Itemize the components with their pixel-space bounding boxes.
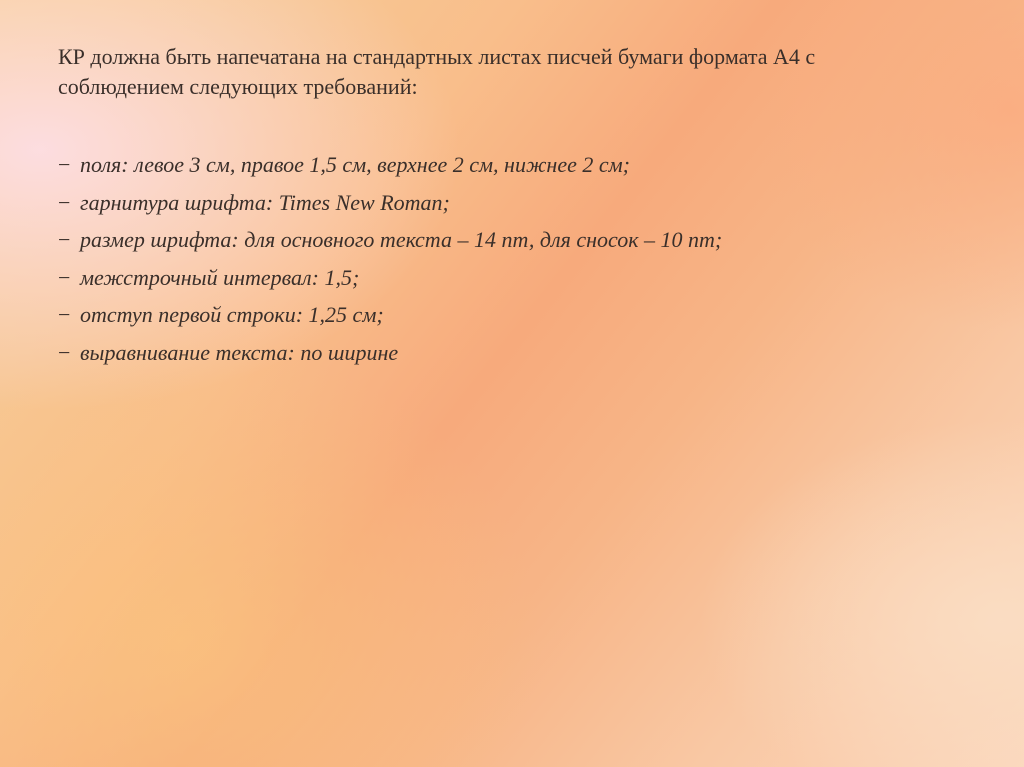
requirement-text: отступ первой строки: 1,25 см; bbox=[80, 302, 384, 327]
requirements-list bbox=[58, 146, 978, 371]
list-bullet: − bbox=[58, 189, 71, 215]
requirement-text: размер шрифта: для основного текста – 14 пт, для сносок – 10 пт; bbox=[80, 227, 723, 252]
requirement-first-line-indent bbox=[58, 296, 978, 334]
intro-line-1: КР должна быть напечатана на стандартных листах писчей бумаги формата А4 с bbox=[58, 44, 816, 69]
requirement-text: гарнитура шрифта: Times New Roman; bbox=[80, 189, 450, 215]
intro-paragraph bbox=[58, 42, 978, 102]
requirement-font-family bbox=[58, 184, 978, 222]
list-bullet: − bbox=[58, 227, 71, 252]
requirement-line-spacing bbox=[58, 259, 978, 297]
requirement-alignment bbox=[58, 334, 978, 372]
list-bullet: − bbox=[58, 339, 71, 365]
requirement-text: выравнивание текста: по ширине bbox=[80, 339, 399, 365]
requirement-text: межстрочный интервал: 1,5; bbox=[80, 264, 360, 290]
list-bullet: − bbox=[58, 302, 71, 327]
requirement-margins bbox=[58, 146, 978, 184]
requirement-text: поля: левое 3 см, правое 1,5 см, верхнее 2 см, нижнее 2 см; bbox=[80, 152, 630, 177]
requirement-font-size bbox=[58, 221, 978, 259]
list-bullet: − bbox=[58, 152, 71, 177]
intro-line-2: соблюдением следующих требований: bbox=[58, 74, 418, 99]
list-bullet: − bbox=[58, 264, 71, 290]
